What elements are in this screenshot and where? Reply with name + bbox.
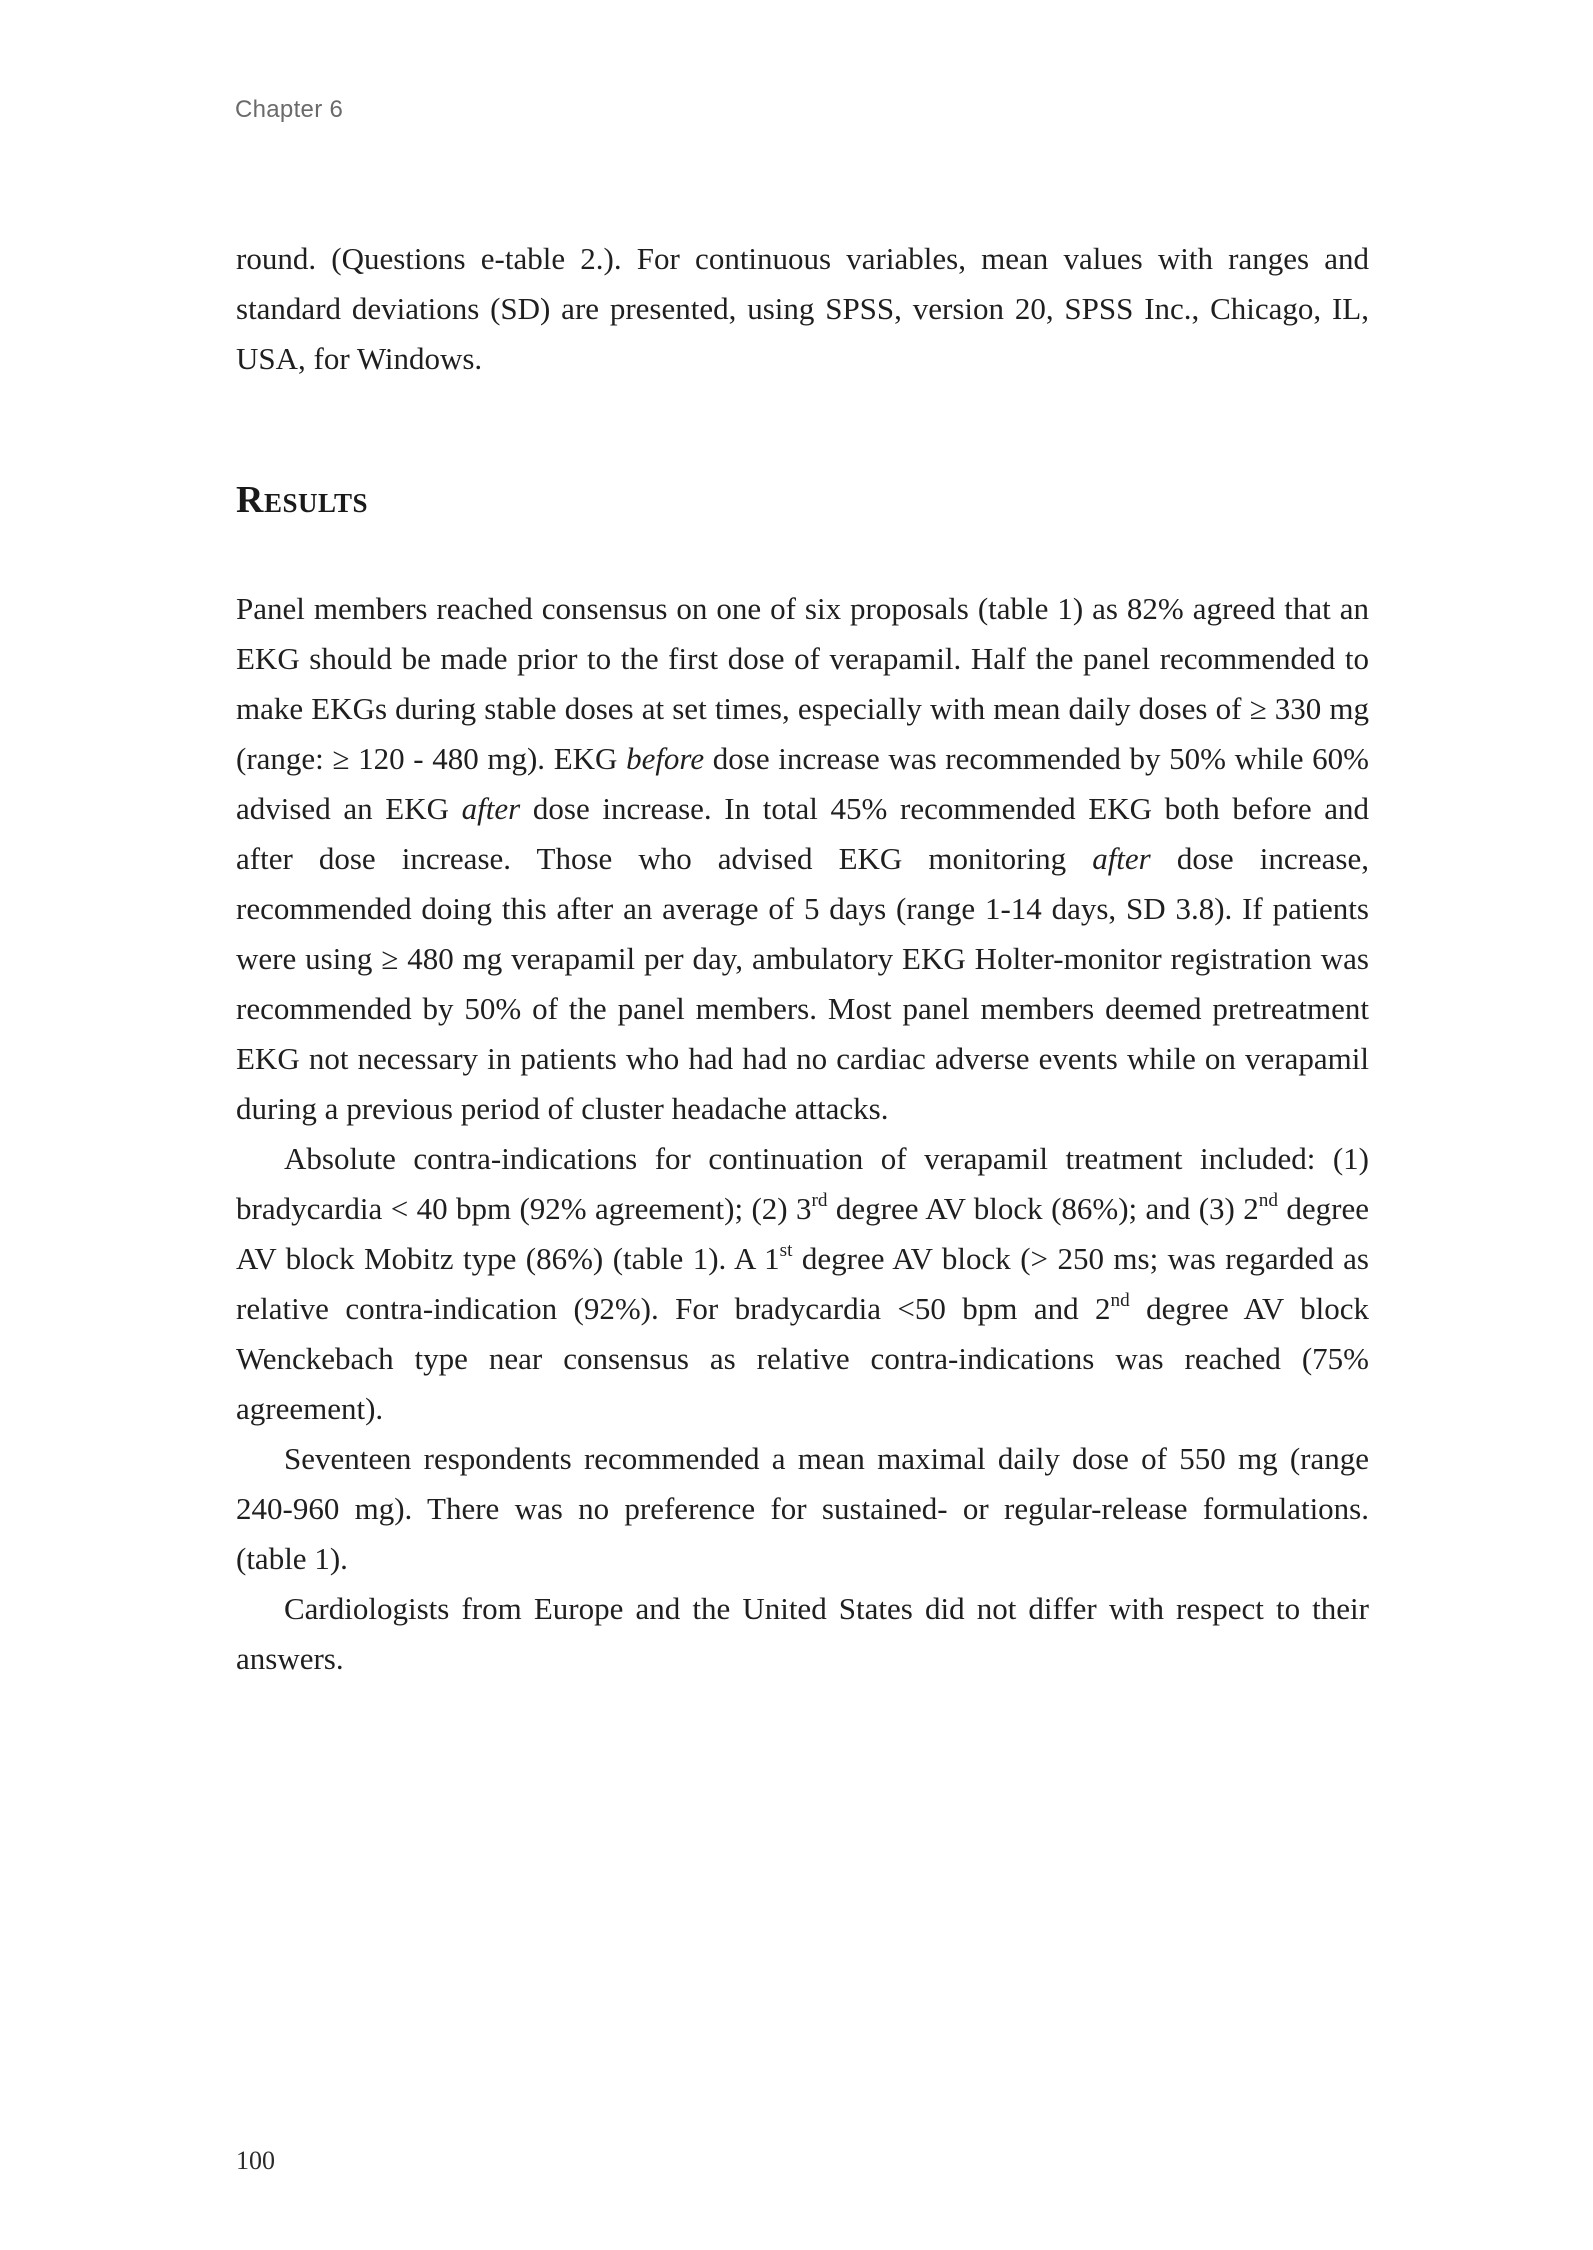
p1-emphasis-after-2: after [1092, 841, 1151, 876]
running-head: Chapter 6 [235, 96, 344, 123]
p1-text-e: dose increase. In total 45% recommended EKG both before and after dose increase. Those who advised EKG monitoring [236, 791, 1369, 876]
intro-section [236, 234, 1369, 384]
p1-text-g: dose increase, recommended doing this after an average of 5 days (range 1-14 days, SD 3.8). If patients were using ≥ 480 mg verapamil per day, ambulatory EKG Holter-monitor registration was recommended by 50% of the panel members. Most panel members deemed pretreatment EKG not necessary in patients who had had no cardiac adverse events while on verapamil during a previous period of cluster headache attacks. [236, 841, 1369, 1126]
p2-text-e: degree AV block Wenckebach type near consensus as relative contra-indications was reached (75% agreement). [236, 1291, 1369, 1426]
p2-text-b: degree AV block (86%); and (3) 2 [827, 1191, 1259, 1226]
p1-text-c: dose increase was recommended by 50% while 60% advised an EKG [236, 741, 1369, 826]
section-heading-results: Results [236, 479, 369, 521]
p1-emphasis-before: before [626, 741, 705, 776]
results-section [236, 584, 1369, 1684]
p1-text-a: Panel members reached consensus on one of six proposals (table 1) as 82% agreed that an EKG should be made prior to the first dose of verapamil. Half the panel recommended to make EKGs during stable doses at set times, especially with mean daily doses of ≥ 330 mg (range: ≥ 120 - 480 mg). EKG [236, 591, 1369, 776]
p2-text-a: Absolute contra-indications for continuation of verapamil treatment included: (1) bradycardia < 40 bpm (92% agreement); (2) 3 [236, 1141, 1369, 1226]
p2-superscript-2: nd [1258, 1189, 1278, 1211]
page-number: 100 [236, 2146, 275, 2175]
results-paragraph-1 [236, 584, 1369, 1134]
results-paragraph-2 [236, 1134, 1369, 1434]
p1-emphasis-after-1: after [461, 791, 521, 826]
p2-superscript-1: rd [811, 1189, 828, 1211]
p2-superscript-4: nd [1110, 1289, 1130, 1311]
intro-paragraph: round. (Questions e-table 2.). For continuous variables, mean values with ranges and standard deviations (SD) are presented, using SPSS, version 20, SPSS Inc., Chicago, IL, USA, for Windows. [236, 241, 1369, 376]
results-paragraph-4: Cardiologists from Europe and the United States did not differ with respect to their answers. [236, 1591, 1369, 1676]
p2-text-d: degree AV block (> 250 ms; was regarded as relative contra-indication (92%). For bradycardia <50 bpm and 2 [236, 1241, 1369, 1326]
p2-superscript-3: st [779, 1239, 793, 1261]
p2-text-c: degree AV block Mobitz type (86%) (table 1). A 1 [236, 1191, 1369, 1276]
results-paragraph-3: Seventeen respondents recommended a mean maximal daily dose of 550 mg (range 240-960 mg). There was no preference for sustained- or regular-release formulations. (table 1). [236, 1441, 1369, 1576]
